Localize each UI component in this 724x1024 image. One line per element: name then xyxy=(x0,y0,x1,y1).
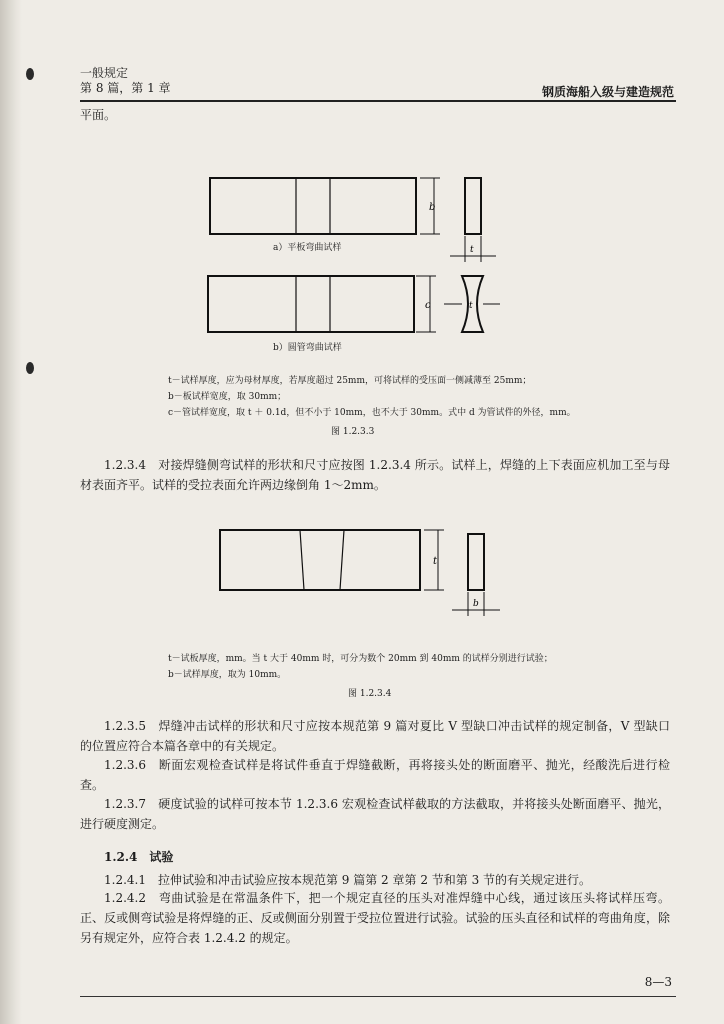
binding-hole xyxy=(26,68,34,80)
figure-caption-1233: 图 1.2.3.3 xyxy=(331,427,375,437)
running-header-title: 钢质海船入级与建造规范 xyxy=(541,85,674,99)
dim-c-label: c xyxy=(425,300,431,311)
paragraph-1-2-4-1: 1.2.4.1 拉伸试验和冲击试验应按本规范第 9 篇第 2 章第 2 节和第 3 节的有关规定进行。 xyxy=(104,873,592,887)
figure-plate-bend-specimen xyxy=(200,172,500,267)
dim-b-label: b xyxy=(473,599,479,609)
figure-note-c: c－管试样宽度，取 t ＋ 0.1d，但不小于 10mm，也不大于 30mm。式中 d 为管试件的外径，mm。 xyxy=(168,408,576,418)
figure-note-b: b－试样厚度，取为 10mm。 xyxy=(168,670,287,680)
running-header-left xyxy=(80,66,171,96)
binding-hole xyxy=(26,362,34,374)
paragraph-1-2-3-5: 1.2.3.5 焊缝冲击试样的形状和尺寸应按本规范第 9 篇对夏比 V 型缺口冲击试样的规定制备，V 型缺口的位置应符合本篇各章中的有关规定。 xyxy=(80,719,670,753)
continued-text: 平面。 xyxy=(80,108,117,122)
subfigure-b-caption: b）圆管弯曲试样 xyxy=(273,343,342,353)
figure-note-t: t－试样厚度，应为母材厚度，若厚度超过 25mm，可将试样的受压面一侧减薄至 25mm； xyxy=(168,376,532,386)
paragraph-1-2-3-4: 1.2.3.4 对接焊缝侧弯试样的形状和尺寸应按图 1.2.3.4 所示。试样上，焊缝的上下表面应机加工至与母材表面齐平。试样的受拉表面允许两边缘倒角 1～2mm。 xyxy=(80,458,670,492)
figure-note-t: t－试板厚度，mm。当 t 大于 40mm 时，可分为数个 20mm 到 40mm 的试样分别进行试验； xyxy=(168,654,553,664)
figure-side-bend-specimen xyxy=(212,522,512,622)
page-number: 8—3 xyxy=(644,975,672,989)
paragraph-1-2-3-7: 1.2.3.7 硬度试验的试样可按本节 1.2.3.6 宏观检查试样截取的方法截取，并将接头处断面磨平、抛光，进行硬度测定。 xyxy=(80,797,670,831)
header-chapter: 第 8 篇，第 1 章 xyxy=(80,81,171,95)
figure-caption-1234: 图 1.2.3.4 xyxy=(348,689,392,699)
paragraph-1-2-4-2: 1.2.4.2 弯曲试验是在常温条件下，把一个规定直径的压头对准焊缝中心线，通过该压头将试样压弯。正、反或侧弯试验是将焊缝的正、反或侧面分别置于受拉位置进行试验。试验的压头直径和试样的弯曲角度，除另有规定外，应符合表 1.2.4.2 的规定。 xyxy=(80,891,670,945)
section-heading-1-2-4: 1.2.4 试验 xyxy=(104,850,174,864)
figure-note-b: b－板试样宽度，取 30mm； xyxy=(168,392,287,402)
dim-t-label: t xyxy=(470,245,474,255)
dim-b-label: b xyxy=(429,202,436,213)
dim-t-label: t xyxy=(433,556,438,567)
paragraph-1-2-3-6: 1.2.3.6 断面宏观检查试样是将试件垂直于焊缝截断，再将接头处的断面磨平、抛光，经酸洗后进行检查。 xyxy=(80,758,670,792)
header-category: 一般规定 xyxy=(80,66,129,80)
book-spine xyxy=(0,0,22,1024)
subfigure-a-caption: a）平板弯曲试样 xyxy=(273,243,342,253)
footer-rule xyxy=(80,996,676,997)
header-rule xyxy=(80,100,676,102)
dim-t-label: t xyxy=(469,301,473,311)
figure-pipe-bend-specimen xyxy=(200,270,530,340)
